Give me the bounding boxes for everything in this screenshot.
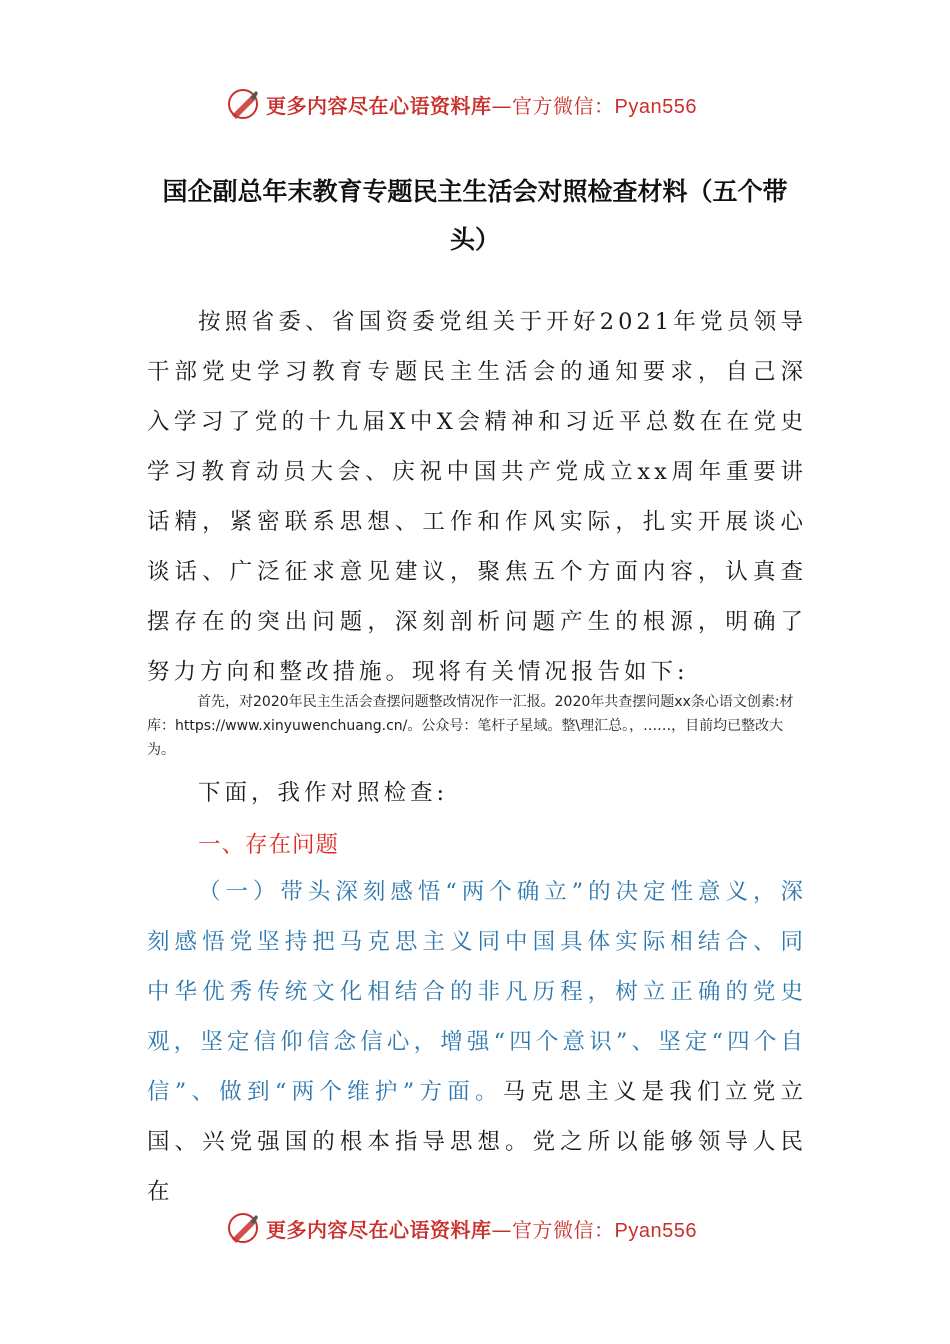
transition-paragraph: 下面，我作对照检查: xyxy=(198,780,449,806)
subsection-body: 马克思主义是我们立党立国、兴党强国的根本指导思想。党之所以能够领导人民在 xyxy=(147,1079,807,1205)
banner-wechat-id: Pyan556 xyxy=(614,1219,697,1242)
subsection-heading: （一）带头深刻感悟“两个确立”的决定性意义，深刻感悟党坚持把马克思主义同中国具体实际相结合、同中华优秀传统文化相结合的非凡历程，树立正确的党史观，坚定信仰信念信心，增强“四个意识”、坚定“四个自信”、做到“两个维护”方面。 xyxy=(147,879,807,1105)
banner-main-text: 更多内容尽在心语资料库 xyxy=(266,93,492,118)
banner-official-text: 官方微信： xyxy=(512,1217,615,1242)
pen-logo-icon xyxy=(226,87,260,121)
header-banner xyxy=(226,84,697,124)
banner-wechat-id: Pyan556 xyxy=(614,95,697,118)
pen-logo-icon xyxy=(226,1211,260,1245)
document-title: 国企副总年末教育专题民主生活会对照检查材料（五个带头） xyxy=(162,177,788,254)
banner-dash: — xyxy=(491,1217,512,1242)
banner-dash: — xyxy=(491,93,512,118)
intro-paragraph: 按照省委、省国资委党组关于开好2021年党员领导干部党史学习教育专题民主生活会的通知要求，自己深入学习了党的十九届X中X会精神和习近平总数在在党史学习教育动员大会、庆祝中国共产党成立xx周年重要讲话精，紧密联系思想、工作和作风实际，扎实开展谈心谈话、广泛征求意见建议，聚焦五个方面内容，认真查摆存在的突出问题，深刻剖析问题产生的根源，明确了努力方向和整改措施。现将有关情况报告如下: xyxy=(147,309,807,685)
subsection-paragraph xyxy=(147,867,807,1217)
note-paragraph: 首先，对2020年民主生活会查摆问题整改情况作一汇报。2020年共查摆问题xx条心语文创素:材库：https://www.xinyuwenchuang.cn/。公众号：笔杆子星域。整\理汇总。，……，目前均已整改大为。 xyxy=(147,694,794,758)
footer-banner xyxy=(226,1208,697,1248)
banner-main-text: 更多内容尽在心语资料库 xyxy=(266,1217,492,1242)
banner-official-text: 官方微信： xyxy=(512,93,615,118)
section-heading-problems: 一、存在问题 xyxy=(198,832,340,858)
